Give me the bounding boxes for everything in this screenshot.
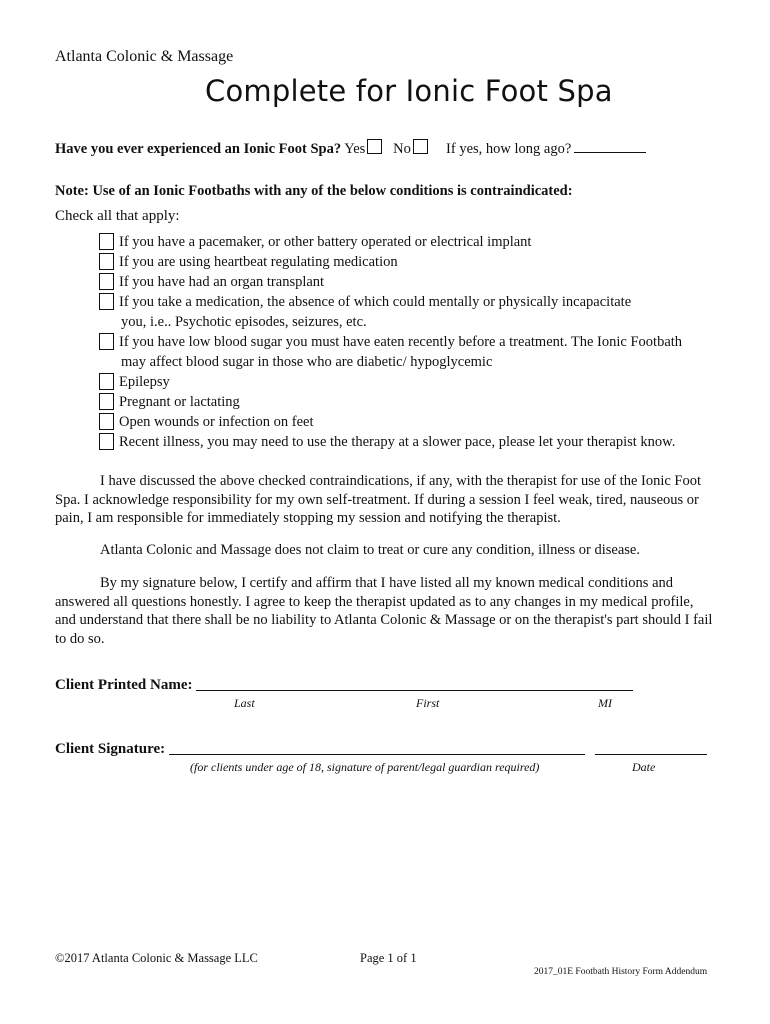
client-name-row [55, 676, 633, 694]
disclaimer-paragraph [55, 541, 715, 560]
condition-label: Recent illness, you may need to use the therapy at a slower pace, please let your therapist know. [119, 434, 676, 450]
condition-checkbox[interactable] [99, 393, 114, 410]
condition-label: If you take a medication, the absence of which could mentally or physically incapacitate [119, 294, 632, 310]
condition-checkbox[interactable] [99, 273, 114, 290]
certification-paragraph [55, 574, 715, 648]
certification-text: By my signature below, I certify and affirm that I have listed all my known medical conditions and answered all questions honestly. I agree to keep the therapist updated as to any changes in my medical profile, and understand that there shall be no liability to Atlanta Colonic & Massage or on the therapist's part should I fail to do so. [55, 575, 713, 647]
client-signature-row [55, 740, 707, 758]
footer-copyright: ©2017 Atlanta Colonic & Massage LLC [55, 951, 258, 965]
disclaimer-text: Atlanta Colonic and Massage does not claim to treat or cure any condition, illness or disease. [100, 542, 640, 558]
ionic-question-text: Have you ever experienced an Ionic Foot Spa? [55, 141, 342, 157]
date-caption: Date [632, 760, 656, 774]
condition-item [99, 272, 719, 292]
yes-checkbox[interactable] [367, 139, 382, 154]
condition-item [99, 372, 719, 392]
yes-label: Yes [344, 141, 366, 157]
condition-label-cont: may affect blood sugar in those who are diabetic/ hypoglycemic [121, 354, 493, 370]
contraindication-note: Note: Use of an Ionic Footbaths with any of the below conditions is contraindicated: [55, 183, 573, 199]
client-name-label: Client Printed Name: [55, 677, 193, 693]
last-name-caption: Last [234, 696, 255, 710]
condition-label: Pregnant or lactating [119, 394, 240, 410]
condition-label: If you have low blood sugar you must have eaten recently before a treatment. The Ionic Footbath [119, 334, 683, 350]
condition-checkbox[interactable] [99, 233, 114, 250]
first-name-caption: First [416, 696, 440, 710]
conditions-list [99, 232, 719, 452]
condition-label: If you have a pacemaker, or other battery operated or electrical implant [119, 234, 532, 250]
form-title: Complete for Ionic Foot Spa [205, 74, 613, 108]
condition-item [99, 252, 719, 272]
condition-label: Epilepsy [119, 374, 170, 390]
condition-label-cont: you, i.e.. Psychotic episodes, seizures, etc. [121, 314, 367, 330]
condition-item [99, 392, 719, 412]
client-signature-label: Client Signature: [55, 741, 166, 757]
condition-item [99, 292, 719, 332]
condition-label: If you are using heartbeat regulating medication [119, 254, 398, 270]
condition-checkbox[interactable] [99, 333, 114, 350]
acknowledgement-text: I have discussed the above checked contraindications, if any, with the therapist for use of the Ionic Foot Spa. I acknowledge responsibility for my own self-treatment. If during a session I feel weak, tired, nauseous or pain, I am responsible for immediately stopping my session and notifying the therapist. [55, 473, 702, 526]
no-label: No [393, 141, 411, 157]
client-name-field[interactable] [196, 690, 633, 691]
condition-checkbox[interactable] [99, 253, 114, 270]
acknowledgement-paragraph [55, 472, 715, 528]
footer-page-number: Page 1 of 1 [360, 951, 417, 965]
condition-label: If you have had an organ transplant [119, 274, 325, 290]
client-signature-field[interactable] [169, 754, 585, 755]
condition-checkbox[interactable] [99, 293, 114, 310]
footer-form-id: 2017_01E Footbath History Form Addendum [534, 967, 708, 977]
guardian-note: (for clients under age of 18, signature of parent/legal guardian required) [190, 760, 540, 774]
condition-checkbox[interactable] [99, 373, 114, 390]
organization-name: Atlanta Colonic & Massage [55, 48, 234, 65]
condition-checkbox[interactable] [99, 413, 114, 430]
how-long-field[interactable] [574, 141, 646, 153]
middle-initial-caption: MI [598, 696, 612, 710]
ionic-question-row [55, 139, 646, 158]
signature-date-field[interactable] [595, 754, 707, 755]
check-all-label: Check all that apply: [55, 208, 180, 224]
how-long-label: If yes, how long ago? [446, 141, 572, 157]
condition-item [99, 232, 719, 252]
no-checkbox[interactable] [413, 139, 428, 154]
condition-item [99, 412, 719, 432]
condition-checkbox[interactable] [99, 433, 114, 450]
condition-item [99, 332, 719, 372]
condition-item [99, 432, 719, 452]
condition-label: Open wounds or infection on feet [119, 414, 314, 430]
